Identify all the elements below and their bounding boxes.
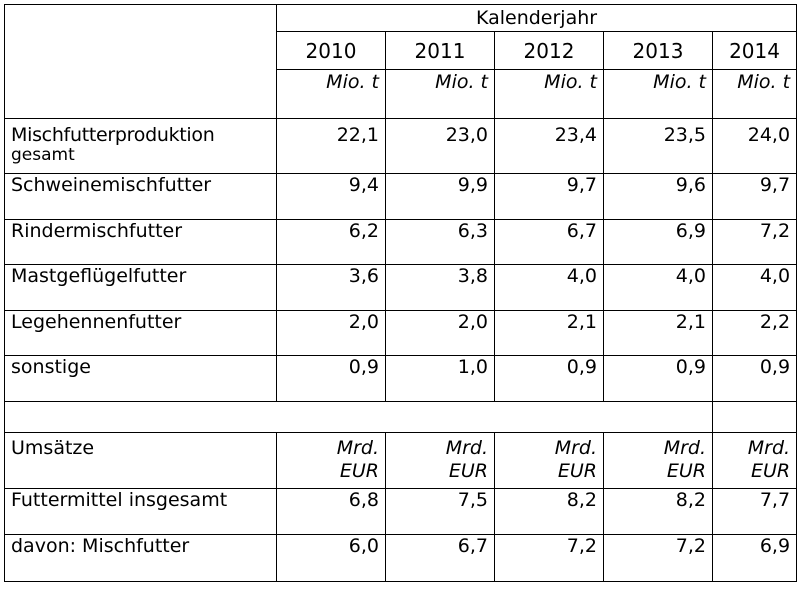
value-cell: 0,9 [277, 356, 386, 402]
unit-cell [713, 433, 797, 489]
unit-line: EUR [666, 460, 706, 482]
spacer-row [5, 402, 797, 433]
value-cell: 7,7 [713, 489, 797, 535]
value-cell: 4,0 [713, 265, 797, 311]
year-header: 2012 [495, 32, 604, 70]
value-cell: 3,8 [386, 265, 495, 311]
value-cell: 2,2 [713, 311, 797, 356]
value-cell: 6,0 [277, 535, 386, 582]
value-cell: 22,1 [277, 119, 386, 174]
table-row [5, 220, 797, 265]
unit-line: EUR [750, 460, 791, 482]
value-cell: 2,1 [604, 311, 713, 356]
production-title: Mischfutterproduktion [11, 124, 215, 146]
header-group-row [5, 5, 797, 32]
value-cell: 8,2 [604, 489, 713, 535]
year-header: 2013 [604, 32, 713, 70]
row-label: Schweinemischfutter [5, 174, 277, 220]
feed-statistics-table [4, 4, 797, 582]
value-cell: 3,6 [277, 265, 386, 311]
sales-header-row [5, 433, 797, 489]
value-cell: 9,6 [604, 174, 713, 220]
table-row [5, 265, 797, 311]
unit-line: Mrd. [445, 437, 488, 459]
unit-line: EUR [448, 460, 488, 482]
value-cell: 6,7 [386, 535, 495, 582]
value-cell: 7,5 [386, 489, 495, 535]
unit-cell: Mio. t [713, 70, 797, 119]
year-header: 2010 [277, 32, 386, 70]
row-label: Rindermischfutter [5, 220, 277, 265]
year-header: 2011 [386, 32, 495, 70]
value-cell: 9,7 [713, 174, 797, 220]
value-cell: 23,4 [495, 119, 604, 174]
value-cell: 9,7 [495, 174, 604, 220]
unit-cell: Mio. t [277, 70, 386, 119]
table-row [5, 489, 797, 535]
value-cell: 24,0 [713, 119, 797, 174]
table-row [5, 356, 797, 402]
calendar-year-header: Kalenderjahr [277, 5, 797, 32]
unit-line: EUR [557, 460, 597, 482]
value-cell: 7,2 [604, 535, 713, 582]
spacer-cell [713, 402, 797, 433]
unit-cell [277, 433, 386, 489]
value-cell: 0,9 [604, 356, 713, 402]
value-cell: 2,1 [495, 311, 604, 356]
production-subtitle: gesamt [11, 145, 75, 165]
value-cell: 0,9 [713, 356, 797, 402]
spacer-cell [5, 402, 713, 433]
value-cell: 8,2 [495, 489, 604, 535]
value-cell: 2,0 [386, 311, 495, 356]
unit-cell: Mio. t [386, 70, 495, 119]
unit-line: Mrd. [747, 437, 791, 459]
table-row [5, 535, 797, 582]
value-cell: 7,2 [495, 535, 604, 582]
production-total-row [5, 119, 797, 174]
unit-line: Mrd. [554, 437, 597, 459]
value-cell: 2,0 [277, 311, 386, 356]
row-label: davon: Mischfutter [5, 535, 277, 582]
value-cell: 6,3 [386, 220, 495, 265]
value-cell: 6,7 [495, 220, 604, 265]
value-cell: 6,9 [713, 535, 797, 582]
value-cell: 4,0 [495, 265, 604, 311]
production-total-label-cell [5, 119, 277, 174]
sales-title: Umsätze [5, 433, 277, 489]
value-cell: 0,9 [495, 356, 604, 402]
unit-cell: Mio. t [495, 70, 604, 119]
value-cell: 6,8 [277, 489, 386, 535]
value-cell: 23,5 [604, 119, 713, 174]
unit-cell [495, 433, 604, 489]
value-cell: 9,4 [277, 174, 386, 220]
row-label: Mastgeflügelfutter [5, 265, 277, 311]
value-cell: 7,2 [713, 220, 797, 265]
row-label: sonstige [5, 356, 277, 402]
unit-line: Mrd. [663, 437, 706, 459]
header-corner-cell [5, 5, 277, 119]
year-header: 2014 [713, 32, 797, 70]
unit-cell [604, 433, 713, 489]
value-cell: 6,2 [277, 220, 386, 265]
unit-line: EUR [339, 460, 379, 482]
value-cell: 6,9 [604, 220, 713, 265]
row-label: Legehennenfutter [5, 311, 277, 356]
value-cell: 23,0 [386, 119, 495, 174]
table-row [5, 311, 797, 356]
unit-cell: Mio. t [604, 70, 713, 119]
value-cell: 9,9 [386, 174, 495, 220]
value-cell: 4,0 [604, 265, 713, 311]
row-label: Futtermittel insgesamt [5, 489, 277, 535]
unit-cell [386, 433, 495, 489]
unit-line: Mrd. [336, 437, 379, 459]
table-row [5, 174, 797, 220]
value-cell: 1,0 [386, 356, 495, 402]
